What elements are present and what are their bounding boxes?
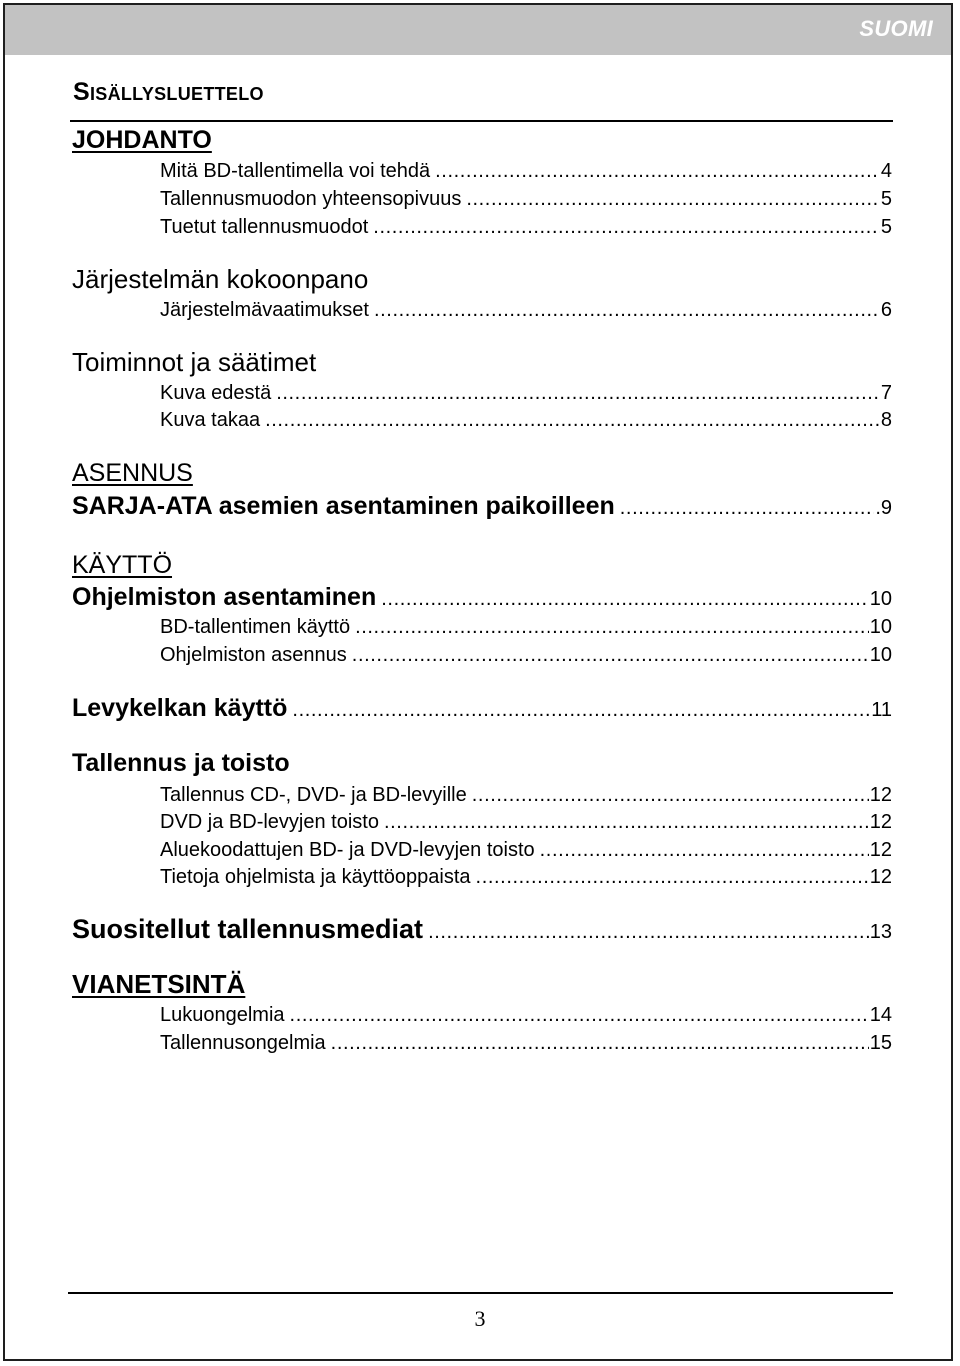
- toc-entry-title: Tietoja ohjelmista ja käyttöoppaista: [160, 866, 471, 888]
- toc-entry-page: 12: [869, 811, 892, 833]
- section-heading-vianetsinta: VIANETSINTÄ: [72, 969, 246, 999]
- leader-dots: [276, 381, 880, 405]
- leader-dots: [355, 615, 869, 639]
- language-label: SUOMI: [859, 16, 933, 41]
- toc-entry-page: 11: [871, 699, 892, 721]
- toc-entry-title: Suositellut tallennusmediat: [72, 914, 424, 944]
- footer-rule: [68, 1292, 893, 1294]
- toc-entry[interactable]: [160, 408, 892, 432]
- toc-entry[interactable]: [160, 187, 892, 211]
- toc-entry-title: Aluekoodattujen BD- ja DVD-levyjen toisto: [160, 839, 535, 861]
- toc-entry-page: 10: [869, 616, 892, 638]
- toc-entry-page: 12: [869, 866, 892, 888]
- section-heading-kaytto: KÄYTTÖ: [72, 551, 173, 579]
- toc-entry[interactable]: [160, 215, 892, 239]
- leader-dots: [381, 587, 869, 611]
- leader-dots: [428, 920, 869, 944]
- toc-entry[interactable]: [160, 615, 892, 639]
- toc-entry-title: Ohjelmiston asennus: [160, 644, 347, 666]
- toc-entry[interactable]: [160, 1031, 892, 1055]
- leader-dots: [540, 838, 869, 862]
- toc-entry-page: 12: [869, 839, 892, 861]
- toc-entry-major[interactable]: [72, 913, 892, 945]
- toc-entry-page: 5: [880, 216, 892, 238]
- toc-entry[interactable]: [160, 810, 892, 834]
- toc-entry[interactable]: [160, 643, 892, 667]
- leader-dots: [331, 1031, 869, 1055]
- leader-dots: [373, 215, 880, 239]
- section-heading-jarjestelma: Järjestelmän kokoonpano: [72, 264, 369, 294]
- toc-entry-major[interactable]: [72, 491, 892, 521]
- leader-dots: [374, 298, 880, 322]
- toc-entry-title: SARJA-ATA asemien asentaminen paikoilleen: [72, 492, 615, 520]
- toc-entry-title: Kuva takaa: [160, 409, 261, 431]
- leader-dots: [476, 865, 869, 889]
- toc-entry-major[interactable]: [72, 582, 892, 612]
- toc-entry[interactable]: [160, 865, 892, 889]
- toc-entry-page: .9: [875, 497, 892, 519]
- leader-dots: [384, 810, 869, 834]
- section-heading-toiminnot: Toiminnot ja säätimet: [72, 347, 317, 377]
- toc-entry-page: 15: [869, 1032, 892, 1054]
- toc-entry-title: Levykelkan käyttö: [72, 694, 288, 722]
- toc-entry-page: 8: [880, 409, 892, 431]
- toc-entry[interactable]: [160, 1003, 892, 1027]
- toc-entry[interactable]: [160, 381, 892, 405]
- toc-entry-title: Järjestelmävaatimukset: [160, 299, 369, 321]
- toc-entry-title: Ohjelmiston asentaminen: [72, 583, 377, 611]
- toc-entry-page: 13: [869, 921, 892, 943]
- toc-entry-title: Lukuongelmia: [160, 1004, 285, 1026]
- toc-entry-page: 10: [869, 588, 892, 610]
- leader-dots: [352, 643, 869, 667]
- section-heading-johdanto: JOHDANTO: [72, 126, 212, 154]
- section-heading-tallennus: Tallennus ja toisto: [72, 749, 290, 777]
- toc-entry-page: 12: [869, 784, 892, 806]
- leader-dots: [292, 698, 870, 722]
- toc-entry-page: 5: [880, 188, 892, 210]
- toc-entry-page: 7: [880, 382, 892, 404]
- leader-dots: [466, 187, 880, 211]
- section-heading-asennus: ASENNUS: [72, 459, 193, 487]
- toc-entry-title: Tuetut tallennusmuodot: [160, 216, 369, 238]
- toc-title: Sisällysluettelo: [73, 78, 264, 106]
- toc-entry-page: 14: [869, 1004, 892, 1026]
- leader-dots: [290, 1003, 869, 1027]
- toc-entry-title: Kuva edestä: [160, 382, 272, 404]
- toc-entry[interactable]: [160, 783, 892, 807]
- toc-entry-page: 4: [880, 160, 892, 182]
- leader-dots: [620, 496, 875, 520]
- toc-entry-title: Tallennus CD-, DVD- ja BD-levyille: [160, 784, 467, 806]
- toc-entry-title: DVD ja BD-levyjen toisto: [160, 811, 379, 833]
- toc-entry-page: 10: [869, 644, 892, 666]
- toc-entry-title: Tallennusmuodon yhteensopivuus: [160, 188, 462, 210]
- toc-entry[interactable]: [160, 838, 892, 862]
- toc-entry[interactable]: [160, 298, 892, 322]
- toc-entry-title: BD-tallentimen käyttö: [160, 616, 351, 638]
- toc-entry-title: Tallennusongelmia: [160, 1032, 326, 1054]
- toc-entry[interactable]: [160, 159, 892, 183]
- toc-entry-major[interactable]: [72, 693, 892, 723]
- toc-entry-page: 6: [880, 299, 892, 321]
- leader-dots: [472, 783, 869, 807]
- leader-dots: [265, 408, 880, 432]
- toc-entry-title: Mitä BD-tallentimella voi tehdä: [160, 160, 431, 182]
- leader-dots: [435, 159, 880, 183]
- page-number: 3: [474, 1306, 486, 1331]
